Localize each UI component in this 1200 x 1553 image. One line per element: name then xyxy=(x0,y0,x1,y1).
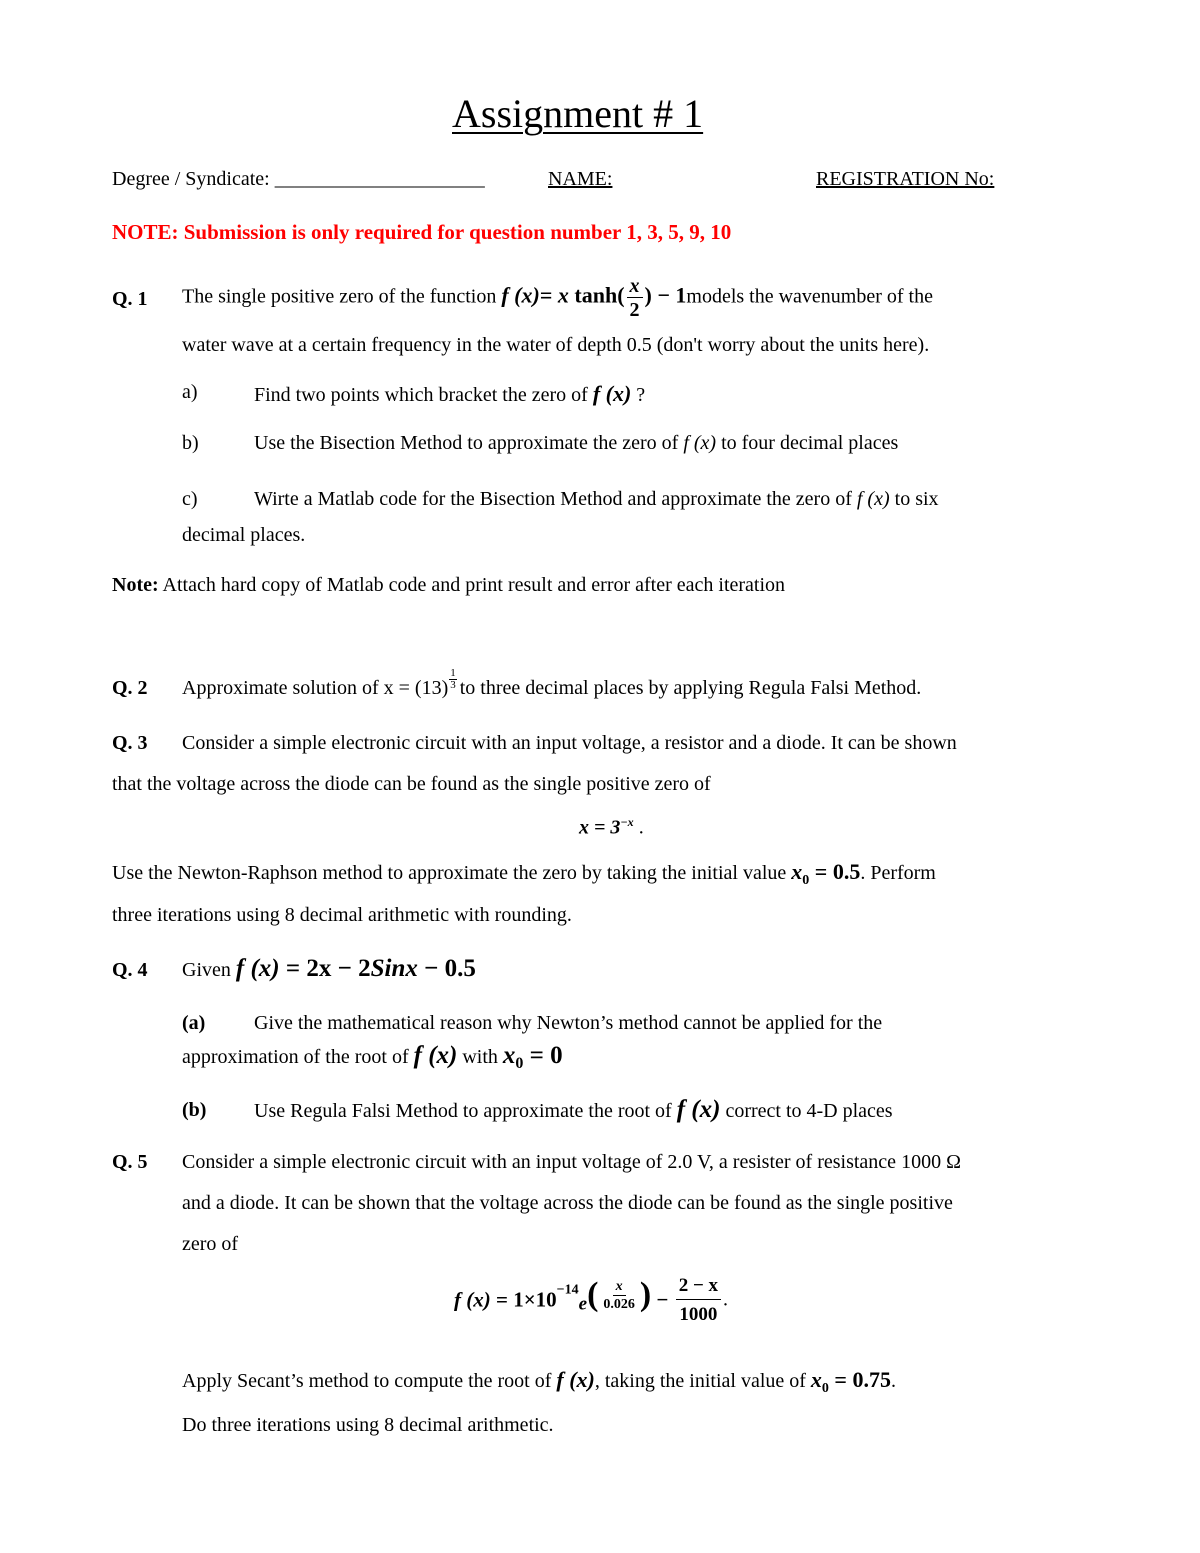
q1-note xyxy=(112,574,785,597)
q2-text: Approximate solution of xyxy=(182,677,384,699)
q5-line4-end: . xyxy=(890,1370,896,1392)
q3-eq-lhs: x = 3 xyxy=(579,816,621,839)
q1-text: The single positive zero of the function xyxy=(182,285,502,308)
q4-eq-end: − 0.5 xyxy=(417,955,476,982)
q1-note-text: Attach hard copy of Matlab code and print result and error after each iteration xyxy=(158,574,786,596)
q3-line4: three iterations using 8 decimal arithmetic with rounding. xyxy=(112,904,572,926)
q5-equation xyxy=(454,1276,728,1324)
q4-fx: f (x) xyxy=(235,955,280,982)
degree-blank: _____________________ xyxy=(274,168,485,190)
q4-b-label: (b) xyxy=(182,1099,207,1121)
q1-b-label: b) xyxy=(182,432,199,454)
q1-text-after: models the wavenumber of the xyxy=(686,285,933,308)
q1-c-line2: decimal places. xyxy=(182,524,306,546)
q4-a-fx: f (x) xyxy=(413,1042,458,1069)
q5-line5: Do three iterations using 8 decimal arithmetic. xyxy=(182,1414,554,1436)
q2-exp-num: 1 xyxy=(450,667,456,679)
q4-a-line2-text: approximation of the root of xyxy=(182,1046,414,1068)
q1-frac-den: 2 xyxy=(629,299,640,321)
q2-text-after: to three decimal places by applying Regula Falsi Method. xyxy=(459,677,922,699)
q1-frac-num: x xyxy=(627,276,643,298)
name-label: NAME: xyxy=(548,168,613,190)
q2-exp-den: 3 xyxy=(450,679,456,691)
q5-line4-x: x xyxy=(810,1367,822,1392)
q4-b xyxy=(254,1096,893,1124)
q1-after-frac: ) − 1 xyxy=(644,282,687,308)
q1-line2: water wave at a certain frequency in the water of depth 0.5 (don't worry about the units here). xyxy=(182,334,930,356)
q1-b-text: Use the Bisection Method to approximate the zero of xyxy=(254,432,684,454)
q5-fraction xyxy=(676,1276,721,1324)
q5-minus: − xyxy=(651,1287,674,1312)
q3-line3-end: . Perform xyxy=(860,862,936,884)
q3-line2: that the voltage across the diode can be found as the single positive zero of xyxy=(112,773,711,795)
q4-label: Q. 4 xyxy=(112,959,148,981)
q3-line1: Consider a simple electronic circuit with an input voltage, a resistor and a diode. It can be shown xyxy=(182,732,957,754)
q4-b-fx: f (x) xyxy=(676,1096,721,1123)
q5-frac-num: 2 − x xyxy=(676,1276,721,1300)
q1-c-text: Wirte a Matlab code for the Bisection Method and approximate the zero of xyxy=(254,488,857,510)
name-field xyxy=(548,168,804,191)
q5-line4-sub: 0 xyxy=(821,1381,829,1396)
q1-b-fx: f (x) xyxy=(683,432,717,454)
q3-x0-val: = 0.5 xyxy=(809,859,861,884)
q1-a-label: a) xyxy=(182,381,198,403)
q1-fx: f (x) xyxy=(501,282,540,308)
q5-eq-fx: f (x) xyxy=(454,1287,491,1312)
q3-x0: x xyxy=(791,859,803,884)
submission-note: NOTE: Submission is only required for question number 1, 3, 5, 9, 10 xyxy=(112,220,732,244)
q5-exp-den: 0.026 xyxy=(603,1297,635,1312)
q4-b-end: correct to 4-D places xyxy=(720,1100,893,1122)
q2-label: Q. 2 xyxy=(112,677,148,699)
q1-c xyxy=(254,488,939,511)
q4-a-sub: 0 xyxy=(515,1055,524,1072)
q1-a-text: Find two points which bracket the zero of xyxy=(254,384,593,406)
q5-eq-end: . xyxy=(723,1288,729,1311)
q1-a-fx: f (x) xyxy=(592,381,632,406)
q3-x0-sub: 0 xyxy=(802,873,810,888)
q4-a-x: x xyxy=(502,1042,516,1069)
q5-eq-exp: −14 xyxy=(556,1282,579,1298)
q1-x: x xyxy=(557,282,569,308)
q2-exponent xyxy=(449,668,457,691)
q1-b xyxy=(254,432,898,455)
q5-line4-fx: f (x) xyxy=(556,1367,595,1392)
q4-a-text: Give the mathematical reason why Newton’s method cannot be applied for the xyxy=(254,1012,883,1034)
q5-line4 xyxy=(182,1367,896,1397)
q5-label: Q. 5 xyxy=(112,1151,148,1173)
header-line xyxy=(112,168,485,191)
q5-line4-mid: , taking the initial value of xyxy=(594,1370,811,1392)
q5-line3: zero of xyxy=(182,1233,239,1255)
q4-given xyxy=(182,955,476,983)
q1-note-label: Note: xyxy=(112,574,159,596)
q1-fraction xyxy=(627,276,643,320)
q3-eq-end: . xyxy=(633,816,644,839)
q1-eq: = xyxy=(539,282,558,308)
q1-label: Q. 1 xyxy=(112,288,148,310)
q1-line1 xyxy=(182,276,933,320)
q1-b-end: to four decimal places xyxy=(716,432,899,454)
registration-label: REGISTRATION No: xyxy=(816,168,995,190)
q5-eq-e: e xyxy=(578,1293,588,1315)
q5-eq-mid: = 1×10 xyxy=(490,1287,557,1312)
q1-tanh: tanh( xyxy=(568,282,625,308)
q4-given-text: Given xyxy=(182,959,236,981)
q1-a-end: ? xyxy=(631,384,646,406)
q1-c-label: c) xyxy=(182,488,198,510)
q4-sinx: Sinx xyxy=(370,955,418,982)
degree-label: Degree / Syndicate: xyxy=(112,168,275,190)
q4-a-label: (a) xyxy=(182,1012,206,1034)
q5-exp-fraction xyxy=(600,1280,638,1312)
q2-line xyxy=(182,667,922,709)
q5-line2: and a diode. It can be shown that the voltage across the diode can be found as the single positive xyxy=(182,1192,953,1214)
q5-paren-right: ) xyxy=(639,1276,652,1313)
q4-eq: = 2x − 2 xyxy=(279,955,371,982)
q5-line1: Consider a simple electronic circuit with an input voltage of 2.0 V, a resister of resistance 1000 Ω xyxy=(182,1151,961,1173)
q4-a-val: = 0 xyxy=(523,1042,563,1069)
q3-line3 xyxy=(112,859,936,889)
q3-line3-text: Use the Newton-Raphson method to approximate the zero by taking the initial value xyxy=(112,862,792,884)
q1-c-fx: f (x) xyxy=(856,488,890,510)
q5-exp-num: x xyxy=(613,1280,626,1296)
page-title: Assignment # 1 xyxy=(452,91,704,136)
q4-b-text: Use Regula Falsi Method to approximate the root of xyxy=(254,1100,677,1122)
q3-equation xyxy=(579,815,644,840)
q4-a-with: with xyxy=(457,1046,503,1068)
q5-line4-val: = 0.75 xyxy=(828,1367,891,1392)
q5-paren-left: ( xyxy=(587,1276,599,1313)
q2-eq: x = (13) xyxy=(383,677,449,699)
q1-c-end: to six xyxy=(889,488,939,510)
q3-label: Q. 3 xyxy=(112,732,148,754)
q5-frac-den: 1000 xyxy=(679,1304,718,1325)
q1-a xyxy=(254,381,645,407)
q5-line4-text: Apply Secant’s method to compute the root of xyxy=(182,1370,557,1392)
q4-a-line2 xyxy=(182,1042,563,1073)
q3-eq-exp: −x xyxy=(620,815,634,829)
